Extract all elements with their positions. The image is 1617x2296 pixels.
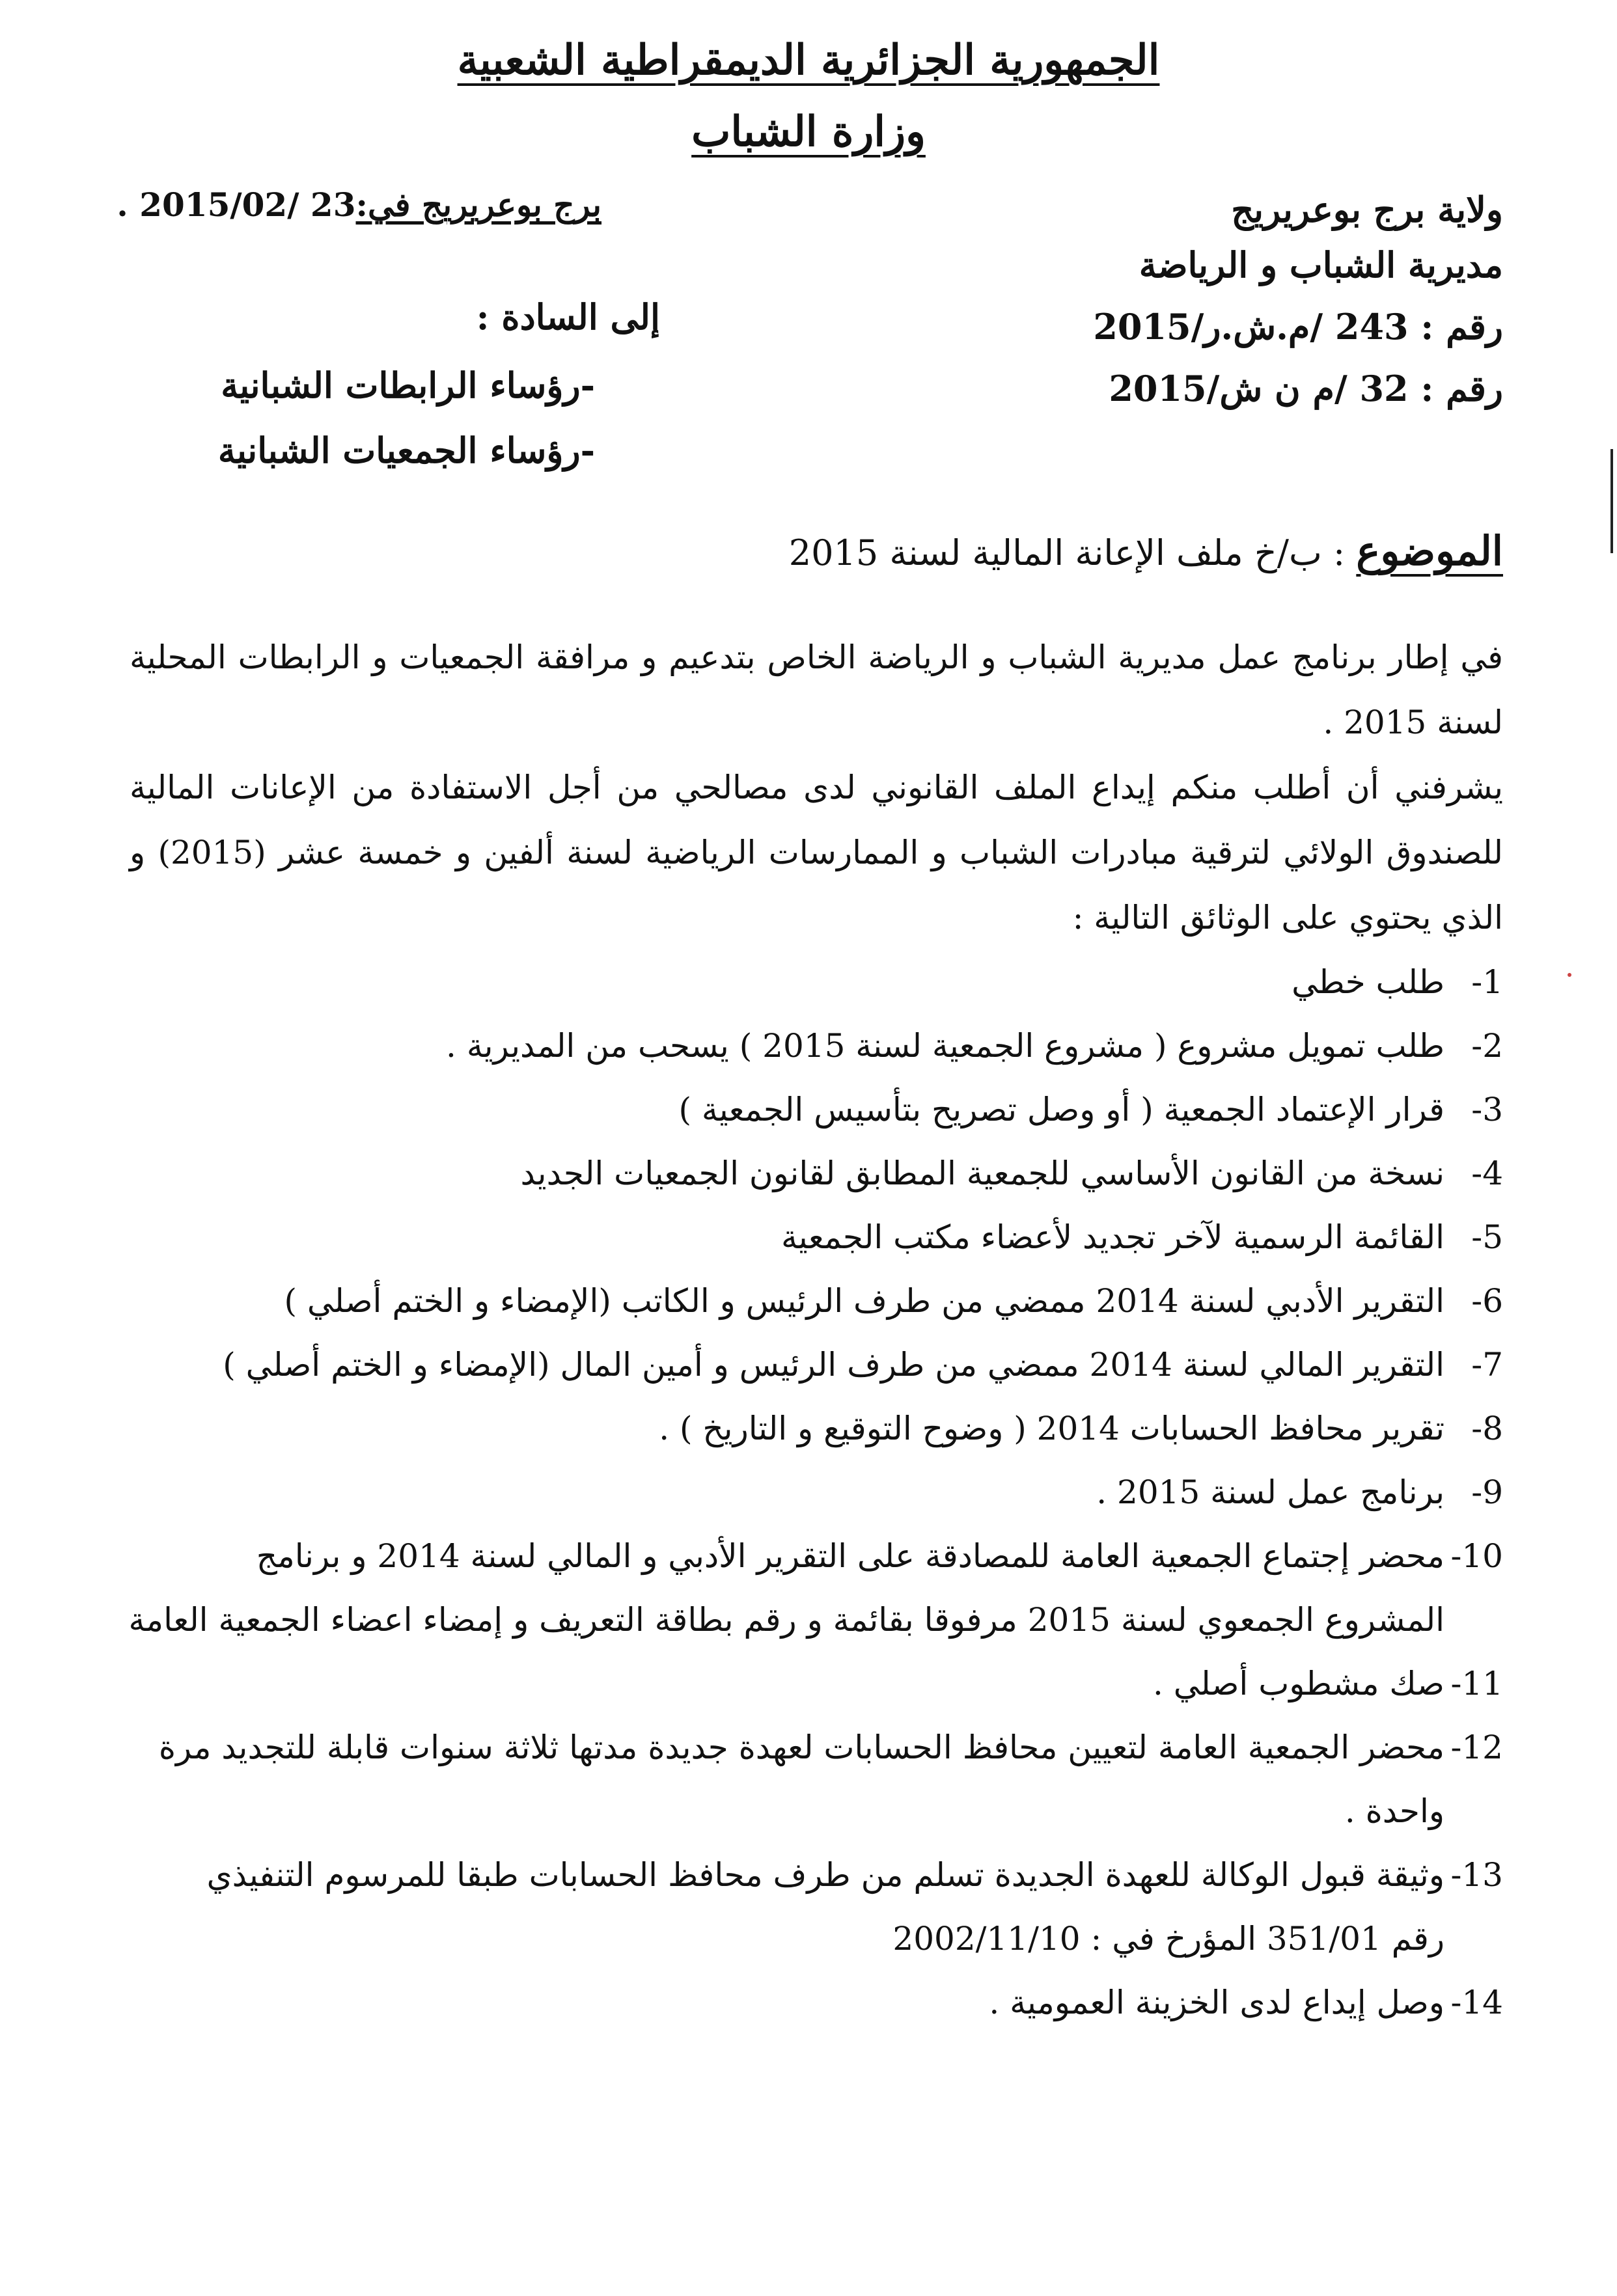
list-item-continuation: المشروع الجمعوي لسنة 2015 مرفوقا بقائمة و رقم بطاقة التعريف و إمضاء اعضاء الجمعية العامة: [128, 1601, 1444, 1639]
reference-number-2: رقم : 32 /م ن ش/2015: [1109, 368, 1503, 409]
subject-text: : ب/خ ملف الإعانة المالية لسنة 2015: [788, 532, 1346, 573]
recipient-leagues: -رؤساء الرابطات الشبانية: [221, 364, 595, 406]
dateline-place: برج بوعريريج في:: [355, 185, 601, 224]
scan-speck: [1568, 973, 1571, 977]
list-item-continuation: واحدة .: [1344, 1792, 1444, 1830]
body-paragraph-1: في إطار برنامج عمل مديرية الشباب و الرياضة الخاص بتدعيم و مرافقة الجمعيات و الرابطات المحلية لسنة 2015 .: [130, 638, 1503, 741]
recipient-associations: -رؤساء الجمعيات الشبانية: [217, 430, 595, 471]
documents-list: [130, 950, 1503, 2070]
list-item-continuation: رقم 351/01 المؤرخ في : 2002/11/10: [892, 1920, 1444, 1958]
list-item: 2-طلب تمويل مشروع ( مشروع الجمعية لسنة 2015 ) يسحب من المديرية .: [446, 1027, 1503, 1065]
list-item: 11-صك مشطوب أصلي .: [1152, 1665, 1503, 1702]
list-item: 12-محضر الجمعية العامة لتعيين محافظ الحسابات لعهدة جديدة مدتها ثلاثة سنوات قابلة للتجديد مرة: [158, 1729, 1503, 1766]
body-paragraph-2: يشرفني أن أطلب منكم إيداع الملف القانوني لدى مصالحي من أجل الاستفادة من الإعانات المالية للصندوق الولائي لترقية مبادرات الشباب و الممارسات الرياضية لسنة ألفين و خمسة عشر (2015) و الذي يحتوي على الوثائق التالية :: [130, 769, 1504, 936]
list-item: 8-تقرير محافظ الحسابات 2014 ( وضوح التوقيع و التاريخ ) .: [659, 1410, 1503, 1447]
republic-title: الجمهورية الجزائرية الديمقراطية الشعبية: [457, 36, 1160, 85]
list-item: 1-طلب خطي: [1292, 963, 1503, 1001]
list-item: 13-وثيقة قبول الوكالة للعهدة الجديدة تسلم من طرف محافظ الحسابات طبقا للمرسوم التنفيذي: [206, 1856, 1503, 1894]
recipients-heading: إلى السادة :: [476, 296, 660, 338]
list-item: 3-قرار الإعتماد الجمعية ( أو وصل تصريح بتأسيس الجمعية ): [678, 1091, 1503, 1128]
subject-label: الموضوع: [1356, 527, 1503, 575]
list-item: 6-التقرير الأدبي لسنة 2014 ممضي من طرف الرئيس و الكاتب (الإمضاء و الختم أصلي ): [284, 1282, 1503, 1320]
list-item: 10-محضر إجتماع الجمعية العامة للمصادقة على التقرير الأدبي و المالي لسنة 2014 و برنامج: [256, 1537, 1503, 1575]
ministry-title: وزارة الشباب: [691, 107, 926, 156]
scan-edge-mark: [1610, 449, 1613, 553]
reference-number-1: رقم : 243 /م.ش.ر/2015: [1093, 306, 1503, 348]
list-item: 9-برنامج عمل لسنة 2015 .: [1096, 1473, 1503, 1511]
dateline: [117, 185, 601, 224]
list-item: 7-التقرير المالي لسنة 2014 ممضي من طرف الرئيس و أمين المال (الإمضاء و الختم أصلي ): [223, 1346, 1503, 1384]
list-item: 14-وصل إيداع لدى الخزينة العمومية .: [989, 1984, 1503, 2021]
dateline-date: 23 /2015/02 .: [117, 185, 356, 224]
subject-line: [789, 527, 1503, 575]
list-item: 5-القائمة الرسمية لآخر تجديد لأعضاء مكتب الجمعية: [781, 1218, 1503, 1256]
sender-wilaya: ولاية برج بوعريريج: [1231, 189, 1503, 230]
sender-directorate: مديرية الشباب و الرياضة: [1139, 244, 1503, 286]
list-item: 4-نسخة من القانون الأساسي للجمعية المطابق لقانون الجمعيات الجديد: [520, 1155, 1503, 1192]
